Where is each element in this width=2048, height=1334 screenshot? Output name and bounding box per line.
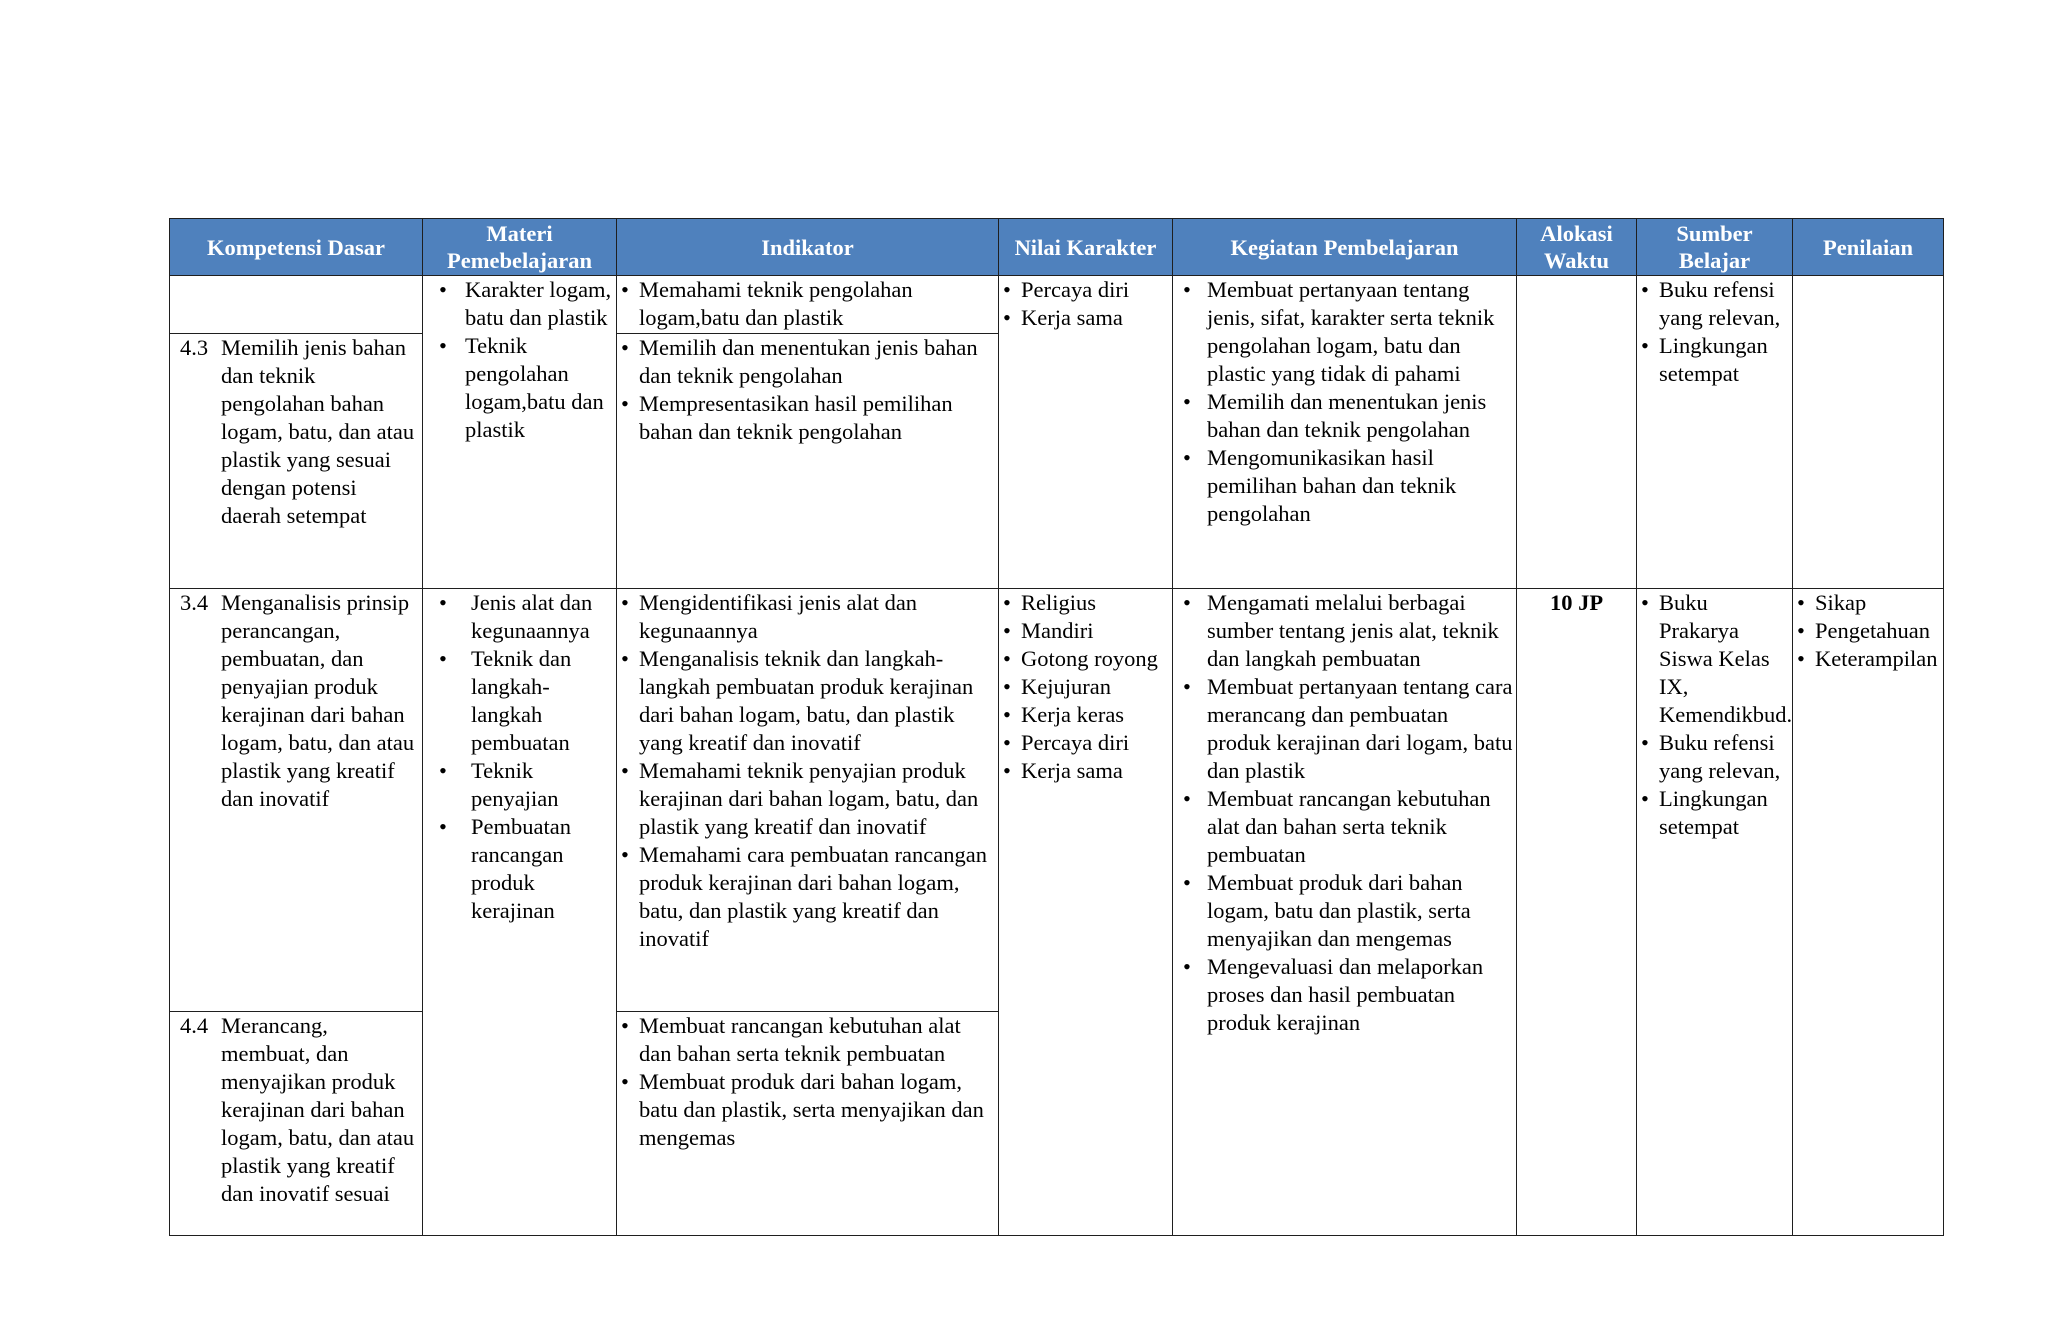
- list-item: • Kerja sama: [999, 304, 1172, 332]
- list-item: • Memilih dan menentukan jenis bahan dan teknik pengolahan: [1173, 388, 1516, 444]
- list-item: • Memahami teknik pengolahan logam,batu dan plastik: [617, 276, 998, 332]
- kd-cell-blank: [170, 276, 423, 334]
- indikator-cell: [617, 276, 999, 334]
- indikator-cell: [617, 589, 999, 1012]
- sumber-cell: [1637, 276, 1793, 589]
- list-item: • Lingkungan setempat: [1637, 785, 1792, 841]
- list-item: • Mengidentifikasi jenis alat dan kegunaannya: [617, 589, 998, 645]
- materi-cell: [423, 589, 617, 1236]
- alokasi-cell: [1517, 589, 1637, 1236]
- list-item: • Menganalisis teknik dan langkah-langkah pembuatan produk kerajinan dari bahan logam, batu, dan plastik yang kreatif dan inovatif: [617, 645, 998, 757]
- list-item: • Memahami teknik penyajian produk kerajinan dari bahan logam, batu, dan plastik yang kreatif dan inovatif: [617, 757, 998, 841]
- header-kegiatan: Kegiatan Pembelajaran: [1173, 219, 1517, 276]
- list-item: • Mandiri: [999, 617, 1172, 645]
- alokasi-value: 10 JP: [1549, 590, 1604, 615]
- list-item: • Buku refensi yang relevan,: [1637, 729, 1792, 785]
- sumber-cell: [1637, 589, 1793, 1236]
- list-item: • Teknik pengolahan logam,batu dan plastik: [423, 332, 616, 444]
- list-item: • Membuat rancangan kebutuhan alat dan bahan serta teknik pembuatan: [1173, 785, 1516, 869]
- list-item: • Memilih dan menentukan jenis bahan dan teknik pengolahan: [617, 334, 998, 390]
- materi-cell: [423, 276, 617, 589]
- header-materi: Materi Pemebelajaran: [423, 219, 617, 276]
- list-item: • Sikap: [1793, 589, 1943, 617]
- list-item: • Memahami cara pembuatan rancangan produk kerajinan dari bahan logam, batu, dan plastik yang kreatif dan inovatif: [617, 841, 998, 953]
- list-item: • Membuat rancangan kebutuhan alat dan bahan serta teknik pembuatan: [617, 1012, 998, 1068]
- list-item: • Teknik dan langkah-langkah pembuatan: [423, 645, 616, 757]
- header-row: [170, 219, 1944, 276]
- list-item: • Buku Prakarya Siswa Kelas IX, Kemendikbud.: [1637, 589, 1792, 729]
- list-item: • Kerja keras: [999, 701, 1172, 729]
- header-sumber-belajar: Sumber Belajar: [1637, 219, 1793, 276]
- list-item: • Teknik penyajian: [423, 757, 616, 813]
- kd-text: Memilih jenis bahan dan teknik pengolahan bahan logam, batu, dan atau plastik yang sesuai dengan potensi daerah setempat: [221, 335, 415, 528]
- kegiatan-cell: [1173, 589, 1517, 1236]
- rpp-table: [169, 218, 1944, 1236]
- kd-cell: [170, 589, 423, 1012]
- kd-text: Merancang, membuat, dan menyajikan produk kerajinan dari bahan logam, batu, dan atau plastik yang kreatif dan inovatif sesuai: [221, 1013, 415, 1206]
- list-item: • Percaya diri: [999, 276, 1172, 304]
- nilai-cell: [999, 276, 1173, 589]
- penilaian-cell: [1793, 589, 1944, 1236]
- indikator-cell: [617, 334, 999, 589]
- nilai-cell: [999, 589, 1173, 1236]
- list-item: • Membuat produk dari bahan logam, batu dan plastik, serta menyajikan dan mengemas: [617, 1068, 998, 1152]
- list-item: • Pembuatan rancangan produk kerajinan: [423, 813, 616, 925]
- list-item: • Jenis alat dan kegunaannya: [423, 589, 616, 645]
- list-item: • Mengamati melalui berbagai sumber tentang jenis alat, teknik dan langkah pembuatan: [1173, 589, 1516, 673]
- list-item: • Kejujuran: [999, 673, 1172, 701]
- table-row: [170, 276, 1944, 334]
- list-item: • Percaya diri: [999, 729, 1172, 757]
- kegiatan-cell: [1173, 276, 1517, 589]
- kd-number: 4.4: [180, 1013, 209, 1038]
- list-item: • Kerja sama: [999, 757, 1172, 785]
- list-item: • Keterampilan: [1793, 645, 1943, 673]
- list-item: • Mengevaluasi dan melaporkan proses dan hasil pembuatan produk kerajinan: [1173, 953, 1516, 1037]
- header-penilaian: Penilaian: [1793, 219, 1944, 276]
- table-row: [170, 589, 1944, 1012]
- header-kompetensi-dasar: Kompetensi Dasar: [170, 219, 423, 276]
- kd-text: Menganalisis prinsip perancangan, pembuatan, dan penyajian produk kerajinan dari bahan logam, batu, dan atau plastik yang kreatif dan inovatif: [221, 590, 415, 811]
- header-indikator: Indikator: [617, 219, 999, 276]
- alokasi-cell: [1517, 276, 1637, 589]
- header-nilai-karakter: Nilai Karakter: [999, 219, 1173, 276]
- header-alokasi-waktu: Alokasi Waktu: [1517, 219, 1637, 276]
- list-item: • Karakter logam, batu dan plastik: [423, 276, 616, 332]
- list-item: • Lingkungan setempat: [1637, 332, 1792, 388]
- kd-number: 3.4: [180, 590, 209, 615]
- list-item: • Membuat produk dari bahan logam, batu dan plastik, serta menyajikan dan mengemas: [1173, 869, 1516, 953]
- penilaian-cell: [1793, 276, 1944, 589]
- kd-number: 4.3: [180, 335, 209, 360]
- list-item: • Religius: [999, 589, 1172, 617]
- list-item: • Pengetahuan: [1793, 617, 1943, 645]
- list-item: • Gotong royong: [999, 645, 1172, 673]
- kd-cell: [170, 334, 423, 589]
- indikator-cell: [617, 1012, 999, 1236]
- list-item: • Membuat pertanyaan tentang cara merancang dan pembuatan produk kerajinan dari logam, batu dan plastik: [1173, 673, 1516, 785]
- list-item: • Buku refensi yang relevan,: [1637, 276, 1792, 332]
- kd-cell: [170, 1012, 423, 1236]
- list-item: • Membuat pertanyaan tentang jenis, sifat, karakter serta teknik pengolahan logam, batu dan plastic yang tidak di pahami: [1173, 276, 1516, 388]
- list-item: • Mempresentasikan hasil pemilihan bahan dan teknik pengolahan: [617, 390, 998, 446]
- list-item: • Mengomunikasikan hasil pemilihan bahan dan teknik pengolahan: [1173, 444, 1516, 528]
